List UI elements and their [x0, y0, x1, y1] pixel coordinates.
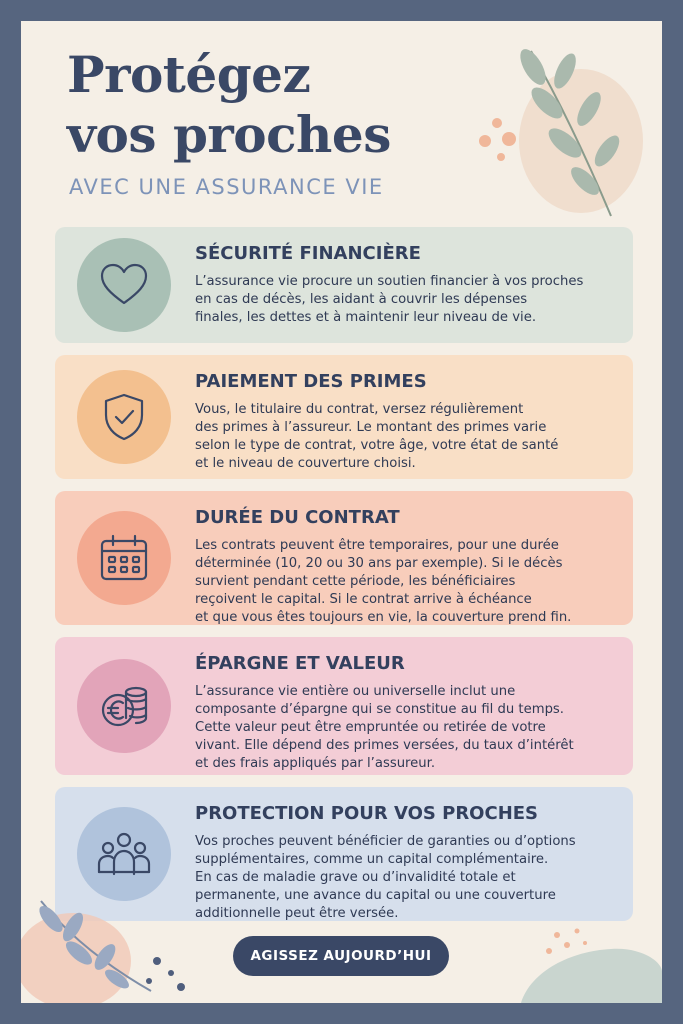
act-today-button[interactable]: AGISSEZ AUJOURD’HUI	[233, 936, 449, 976]
icon-circle	[77, 370, 171, 464]
leaf-decoration-bottom-left	[21, 891, 201, 1003]
card-contract-duration	[55, 491, 633, 625]
page-subtitle: AVEC UNE ASSURANCE VIE	[69, 175, 384, 199]
title-line-2: vos proches	[67, 105, 391, 164]
page-title	[67, 45, 391, 165]
heart-icon	[96, 257, 152, 313]
card-title: ÉPARGNE ET VALEUR	[195, 653, 405, 674]
card-title: PAIEMENT DES PRIMES	[195, 371, 427, 392]
card-body: Les contrats peuvent être temporaires, pour une durée déterminée (10, 20 ou 30 ans par exemple). Si le décès survient pendant cette période, les bénéficiaires reçoivent le capital. Si le contrat arrive à échéance et que vous êtes toujours en vie, la couverture prend fin.	[195, 538, 572, 625]
icon-circle	[77, 659, 171, 753]
euro-coins-icon	[96, 678, 152, 734]
icon-circle	[77, 807, 171, 901]
leaf-branch-decoration	[461, 31, 661, 231]
blob-decoration-bottom-right	[501, 911, 662, 1003]
icon-circle	[77, 511, 171, 605]
poster	[21, 21, 662, 1003]
card-financial-security	[55, 227, 633, 343]
card-premium-payment	[55, 355, 633, 479]
icon-circle	[77, 238, 171, 332]
card-body: Vos proches peuvent bénéficier de garanties ou d’options supplémentaires, comme un capital complémentaire. En cas de maladie grave ou d’invalidité totale et permanente, une avance du capital ou une couverture additionnelle peut être versée.	[195, 834, 576, 921]
card-title: PROTECTION POUR VOS PROCHES	[195, 803, 539, 824]
card-title: SÉCURITÉ FINANCIÈRE	[195, 243, 421, 264]
calendar-icon	[96, 530, 152, 586]
title-line-1: Protégez	[67, 45, 311, 104]
family-icon	[96, 826, 152, 882]
card-title: DURÉE DU CONTRAT	[195, 507, 400, 528]
shield-check-icon	[96, 389, 152, 445]
card-savings-value	[55, 637, 633, 775]
card-body: L’assurance vie procure un soutien financier à vos proches en cas de décès, les aidant à couvrir les dépenses finales, les dettes et à maintenir leur niveau de vie.	[195, 274, 584, 325]
card-body: Vous, le titulaire du contrat, versez régulièrement des primes à l’assureur. Le montant des primes varie selon le type de contrat, votre âge, votre état de santé et le niveau de couverture choisi.	[195, 402, 559, 471]
card-body: L’assurance vie entière ou universelle inclut une composante d’épargne qui se constitue au fil du temps. Cette valeur peut être empruntée ou retirée de votre vivant. Elle dépend des primes versées, du taux d’intérêt et des frais appliqués par l’assureur.	[195, 684, 574, 771]
